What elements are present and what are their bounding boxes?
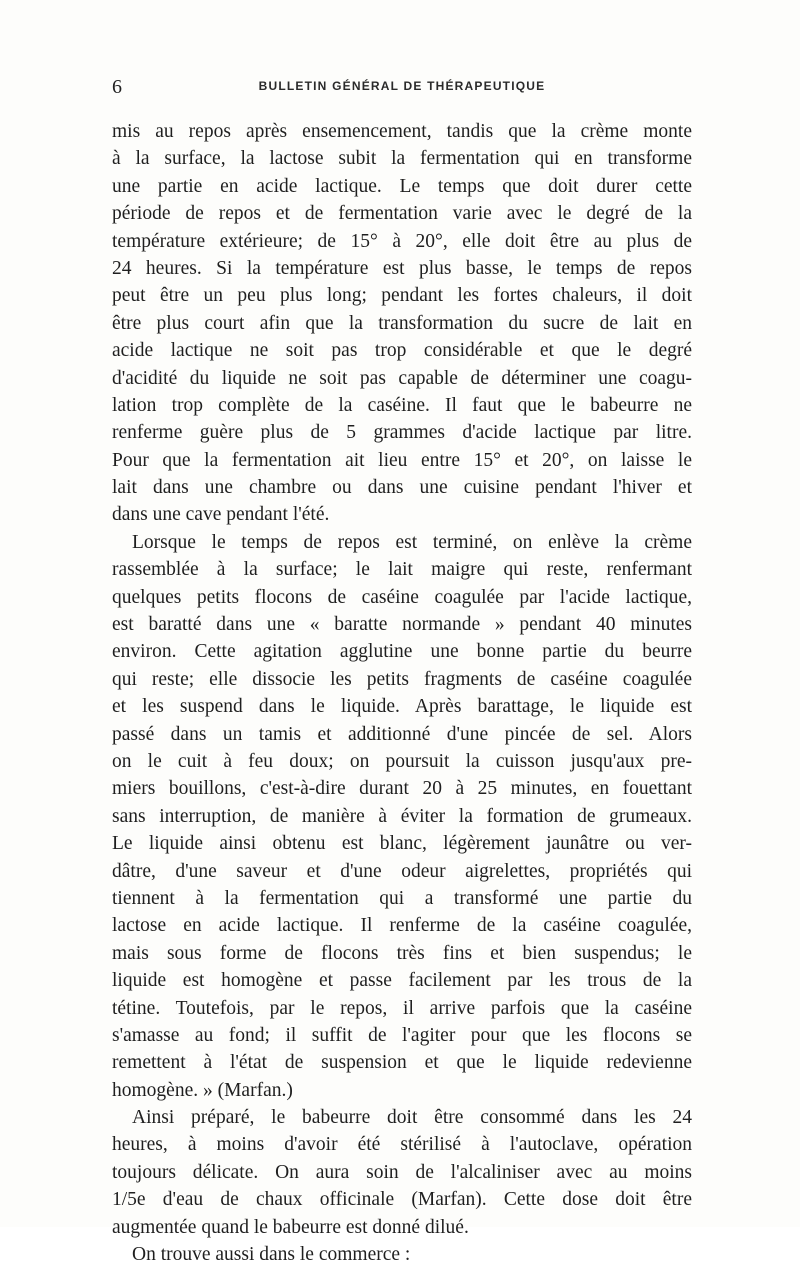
text-line: période de repos et de fermentation varie avec le degré de la: [112, 203, 692, 225]
text-line: mais sous forme de flocons très fins et bien suspendus; le: [112, 942, 692, 964]
text-line: On trouve aussi dans le commerce :: [132, 1244, 411, 1266]
text-line: est baratté dans une « baratte normande » pendant 40 minutes: [112, 614, 692, 636]
text-line: passé dans un tamis et additionné d'une pincée de sel. Alors: [112, 723, 692, 745]
text-line: peut être un peu plus long; pendant les fortes chaleurs, il doit: [112, 285, 692, 307]
text-line: toujours délicate. On aura soin de l'alcaliniser avec au moins: [112, 1161, 692, 1183]
text-line: lation trop complète de la caséine. Il faut que le babeurre ne: [112, 394, 692, 416]
text-line: homogène. » (Marfan.): [112, 1079, 293, 1101]
text-line: d'acidité du liquide ne soit pas capable de déterminer une coagu-: [112, 367, 692, 389]
text-line: dans une cave pendant l'été.: [112, 504, 330, 526]
text-line: température extérieure; de 15° à 20°, elle doit être au plus de: [112, 230, 692, 252]
text-line: Pour que la fermentation ait lieu entre 15° et 20°, on laisse le: [112, 449, 692, 471]
text-line: dâtre, d'une saveur et d'une odeur aigrelettes, propriétés qui: [112, 860, 692, 882]
text-line: on le cuit à feu doux; on poursuit la cuisson jusqu'aux pre-: [112, 750, 692, 772]
text-line: augmentée quand le babeurre est donné dilué.: [112, 1216, 469, 1238]
text-line: lait dans une chambre ou dans une cuisine pendant l'hiver et: [112, 477, 692, 499]
text-line: lactose en acide lactique. Il renferme de la caséine coagulée,: [112, 915, 692, 937]
text-line: remettent à l'état de suspension et que le liquide redevienne: [112, 1052, 692, 1074]
page-number: 6: [112, 76, 122, 98]
text-line: être plus court afin que la transformation du sucre de lait en: [112, 312, 692, 334]
text-line: renferme guère plus de 5 grammes d'acide lactique par litre.: [112, 422, 692, 444]
text-line: Le liquide ainsi obtenu est blanc, légèrement jaunâtre ou ver-: [112, 833, 692, 855]
text-line: mis au repos après ensemencement, tandis que la crème monte: [112, 121, 692, 142]
text-line: liquide est homogène et passe facilement par les trous de la: [112, 970, 692, 992]
text-line: rassemblée à la surface; le lait maigre qui reste, renfermant: [112, 559, 692, 581]
text-line: heures, à moins d'avoir été stérilisé à l'autoclave, opération: [112, 1134, 692, 1156]
body-text: [112, 118, 692, 1268]
text-line: une partie en acide lactique. Le temps que doit durer cette: [112, 175, 692, 197]
text-line: quelques petits flocons de caséine coagulée par l'acide lactique,: [112, 586, 692, 608]
running-title: BULLETIN GÉNÉRAL DE THÉRAPEUTIQUE: [258, 79, 546, 93]
text-line: à la surface, la lactose subit la fermentation qui en transforme: [112, 148, 692, 170]
text-line: 24 heures. Si la température est plus basse, le temps de repos: [112, 257, 692, 279]
text-line: tiennent à la fermentation qui a transformé une partie du: [112, 887, 692, 909]
text-line: Ainsi préparé, le babeurre doit être consommé dans les 24: [132, 1107, 692, 1129]
text-line: sans interruption, de manière à éviter la formation de grumeaux.: [112, 805, 692, 827]
text-line: acide lactique ne soit pas trop considérable et que le degré: [112, 340, 692, 362]
text-line: qui reste; elle dissocie les petits fragments de caséine coagulée: [112, 668, 692, 690]
running-header: [112, 76, 692, 98]
text-line: s'amasse au fond; il suffit de l'agiter pour que les flocons se: [112, 1024, 692, 1046]
text-line: 1/5e d'eau de chaux officinale (Marfan). Cette dose doit être: [112, 1189, 692, 1211]
text-line: miers bouillons, c'est-à-dire durant 20 à 25 minutes, en fouettant: [112, 778, 692, 800]
text-line: environ. Cette agitation agglutine une bonne partie du beurre: [112, 641, 692, 663]
text-line: Lorsque le temps de repos est terminé, on enlève la crème: [132, 531, 692, 553]
text-line: et les suspend dans le liquide. Après barattage, le liquide est: [112, 696, 692, 718]
text-line: tétine. Toutefois, par le repos, il arrive parfois que la caséine: [112, 997, 692, 1019]
